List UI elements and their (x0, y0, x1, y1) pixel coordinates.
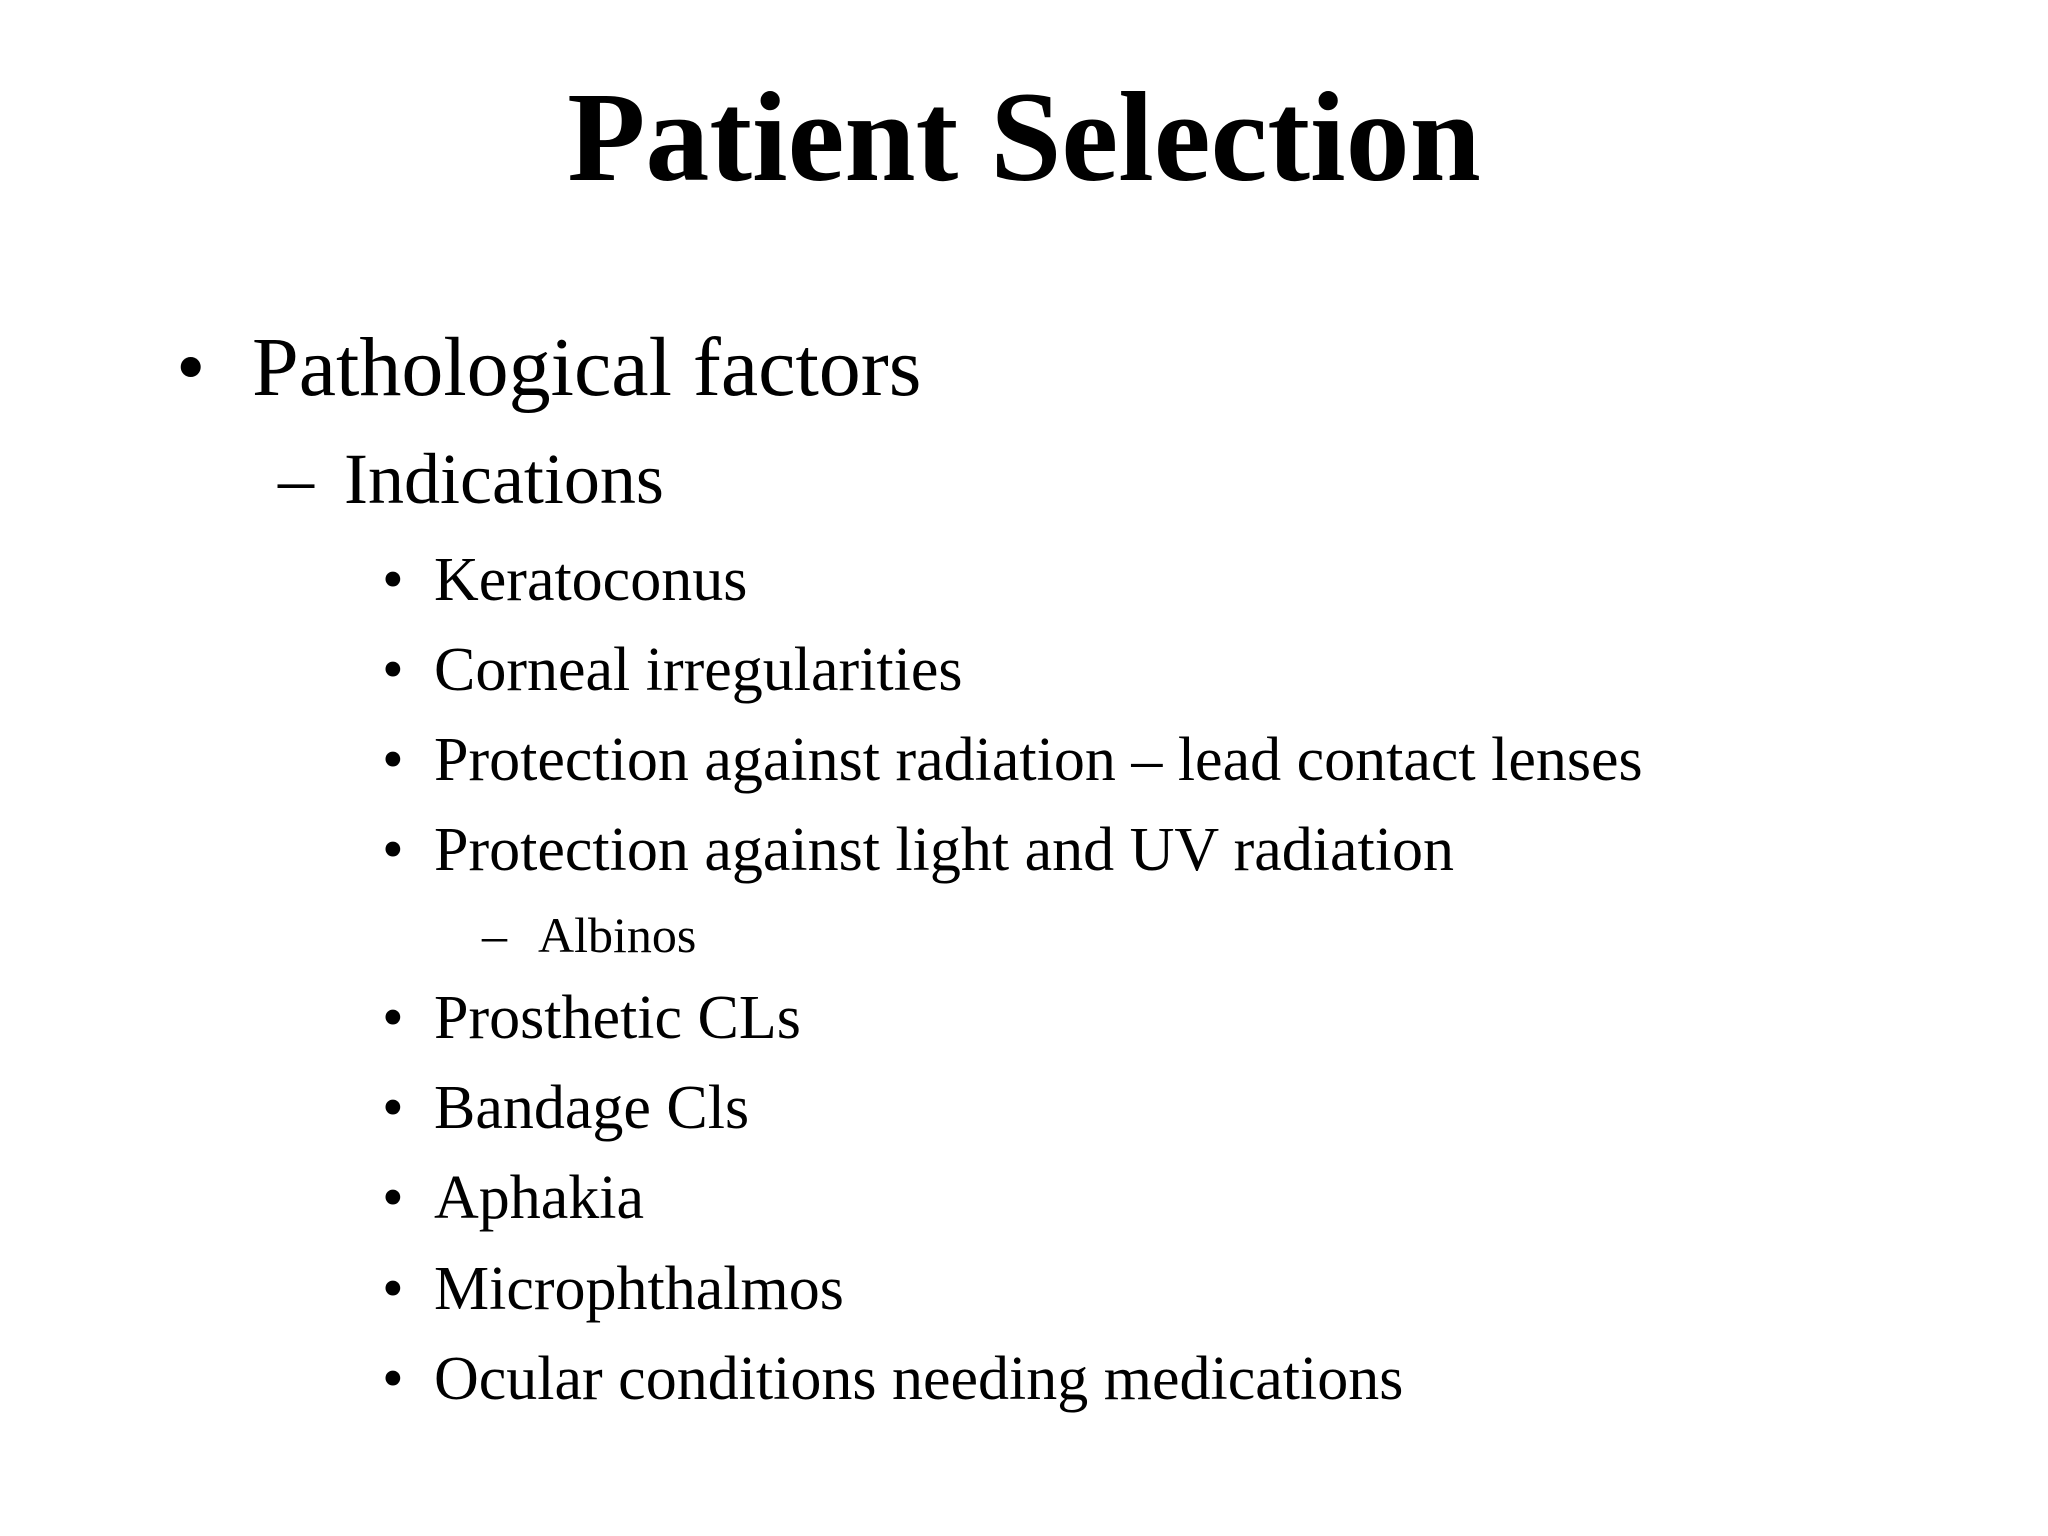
bullet-text: Indications (344, 439, 664, 519)
bullet-text: Protection against radiation – lead contact lenses (434, 726, 1643, 794)
dash-icon: – (482, 907, 507, 963)
bullet-text: Microphthalmos (434, 1255, 844, 1323)
bullet-icon: • (382, 1074, 404, 1142)
bullet-text: Prosthetic CLs (434, 984, 801, 1052)
bullet-text: Aphakia (434, 1164, 645, 1232)
bullet-icon: • (382, 816, 404, 884)
bullet-icon: • (382, 1345, 404, 1413)
bullet-text: Keratoconus (434, 546, 748, 614)
bullet-text: Ocular conditions needing medications (434, 1345, 1404, 1413)
bullet-text: Albinos (538, 907, 697, 963)
bullet-icon: • (382, 546, 404, 614)
bullet-icon: • (382, 636, 404, 704)
bullet-icon: • (176, 321, 206, 414)
bullet-text: Protection against light and UV radiation (434, 816, 1454, 884)
dash-icon: – (278, 439, 314, 519)
slide-title: Patient Selection (567, 66, 1481, 208)
bullet-icon: • (382, 1164, 404, 1232)
bullet-icon: • (382, 1255, 404, 1323)
bullet-icon: • (382, 726, 404, 794)
bullet-text: Bandage Cls (434, 1074, 750, 1142)
bullet-text: Corneal irregularities (434, 636, 963, 704)
bullet-icon: • (382, 984, 404, 1052)
bullet-text: Pathological factors (252, 321, 922, 414)
